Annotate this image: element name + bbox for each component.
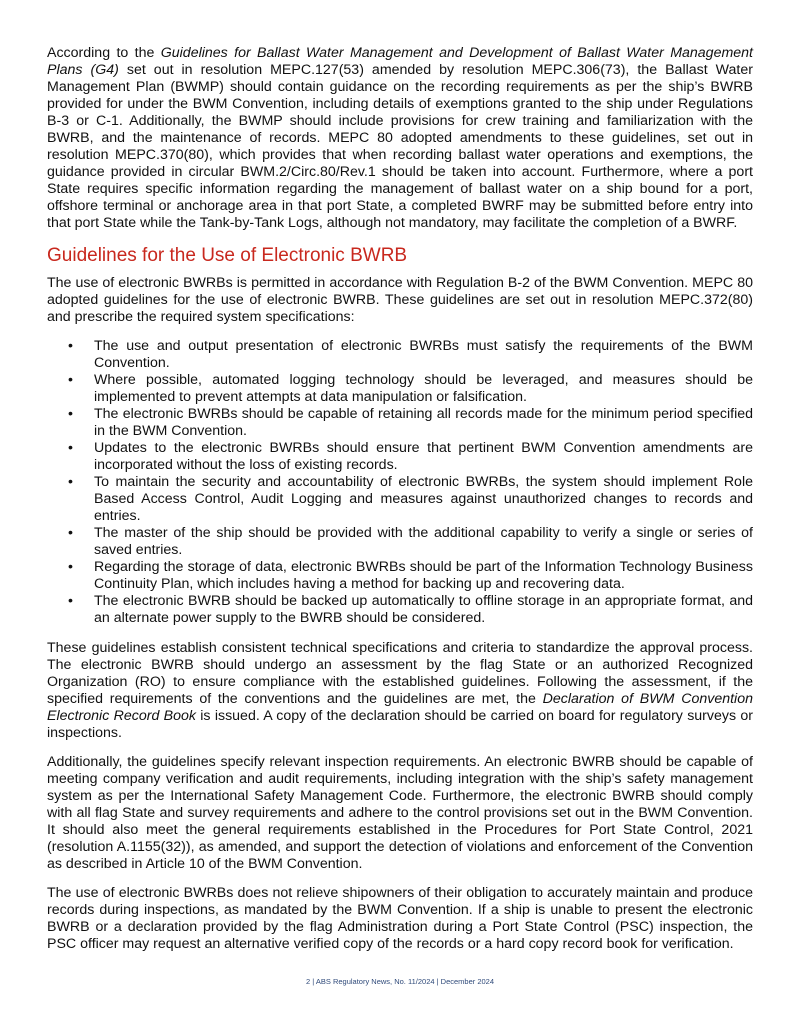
obligation-paragraph: The use of electronic BWRBs does not relieve shipowners of their obligation to accurately maintain and produce records during inspections, as mandated by the BWM Convention. If a ship is unable to present the electronic BWRB or a declaration provided by the flag Administration during a Port State Control (PSC) inspection, the PSC officer may request an alternative verified copy of the records or a hard copy record book for verification.	[47, 885, 753, 952]
list-item: • Regarding the storage of data, electronic BWRBs should be part of the Information Technology Business Continuity Plan, which includes having a method for backing up and recovering data.	[68, 559, 753, 592]
list-item: • The electronic BWRB should be backed up automatically to offline storage in an appropriate format, and an alternate power supply to the BWRB should be considered.	[68, 593, 753, 626]
bullet-icon: •	[68, 406, 73, 422]
document-page	[47, 45, 753, 965]
bullet-icon: •	[68, 474, 73, 490]
specifications-list	[47, 338, 753, 627]
list-item: • The electronic BWRBs should be capable of retaining all records made for the minimum period specified in the BWM Convention.	[68, 406, 753, 439]
assessment-paragraph: These guidelines establish consistent technical specifications and criteria to standardize the approval process. The electronic BWRB should undergo an assessment by the flag State or an authorized Recognized Organization (RO) to ensure compliance with the established guidelines. Following the assessment, if the specified requirements of the conventions and the guidelines are met, the Declaration of BWM Convention Electronic Record Book is issued. A copy of the declaration should be carried on board for regulatory surveys or inspections.	[47, 640, 753, 741]
bullet-icon: •	[68, 559, 73, 575]
section-intro-paragraph: The use of electronic BWRBs is permitted in accordance with Regulation B-2 of the BWM Convention. MEPC 80 adopted guidelines for the use of electronic BWRB. These guidelines are set out in resolution MEPC.372(80) and prescribe the required system specifications:	[47, 275, 753, 325]
page-footer: 2 | ABS Regulatory News, No. 11/2024 | December 2024	[305, 977, 495, 986]
bullet-icon: •	[68, 338, 73, 354]
guidelines-title: Guidelines for Ballast Water Management and Development of Ballast Water Management Plans (G4)	[47, 45, 754, 78]
section-heading: Guidelines for the Use of Electronic BWRB	[47, 245, 408, 266]
bullet-icon: •	[68, 372, 73, 388]
bullet-icon: •	[68, 525, 73, 541]
list-item: • The master of the ship should be provided with the additional capability to verify a single or series of saved entries.	[68, 525, 753, 558]
list-item: • The use and output presentation of electronic BWRBs must satisfy the requirements of the BWM Convention.	[68, 338, 753, 371]
list-item: • Updates to the electronic BWRBs should ensure that pertinent BWM Convention amendments are incorporated without the loss of existing records.	[68, 440, 753, 473]
declaration-title: Declaration of BWM Convention Electronic Record Book	[47, 691, 753, 724]
list-item: • Where possible, automated logging technology should be leveraged, and measures should be implemented to prevent attempts at data manipulation or falsification.	[68, 372, 753, 405]
intro-paragraph: According to the Guidelines for Ballast Water Management and Development of Ballast Water Management Plans (G4) set out in resolution MEPC.127(53) amended by resolution MEPC.306(73), the Ballast Water Management Plan (BWMP) should contain guidance on the recording requirements as per the ship’s BWRB provided for under the BWM Convention, including details of exemptions granted to the ship under Regulations B-3 or C-1. Additionally, the BWMP should include provisions for crew training and familiarization with the BWRB, and the maintenance of records. MEPC 80 adopted amendments to these guidelines, set out in resolution MEPC.370(80), which provides that when recording ballast water operations and exemptions, the guidance provided in circular BWM.2/Circ.80/Rev.1 should be taken into account. Furthermore, where a port State requires specific information regarding the management of ballast water on a ship bound for a port, offshore terminal or anchorage area in that port State, a completed BWRF may be submitted before entry into that port State while the Tank-by-Tank Logs, although not mandatory, may facilitate the completion of a BWRF.	[47, 45, 754, 231]
list-item: • To maintain the security and accountability of electronic BWRBs, the system should implement Role Based Access Control, Audit Logging and measures against unauthorized changes to records and entries.	[68, 474, 753, 524]
inspection-paragraph: Additionally, the guidelines specify relevant inspection requirements. An electronic BWRB should be capable of meeting company verification and audit requirements, including integration with the ship’s safety management system as per the International Safety Management Code. Furthermore, the electronic BWRB should comply with all flag State and survey requirements and adhere to the control provisions set out in the BWM Convention. It should also meet the general requirements established in the Procedures for Port State Control, 2021 (resolution A.1155(32)), as amended, and support the detection of violations and enforcement of the Convention as described in Article 10 of the BWM Convention.	[47, 754, 753, 872]
bullet-icon: •	[68, 593, 73, 609]
bullet-icon: •	[68, 440, 73, 456]
